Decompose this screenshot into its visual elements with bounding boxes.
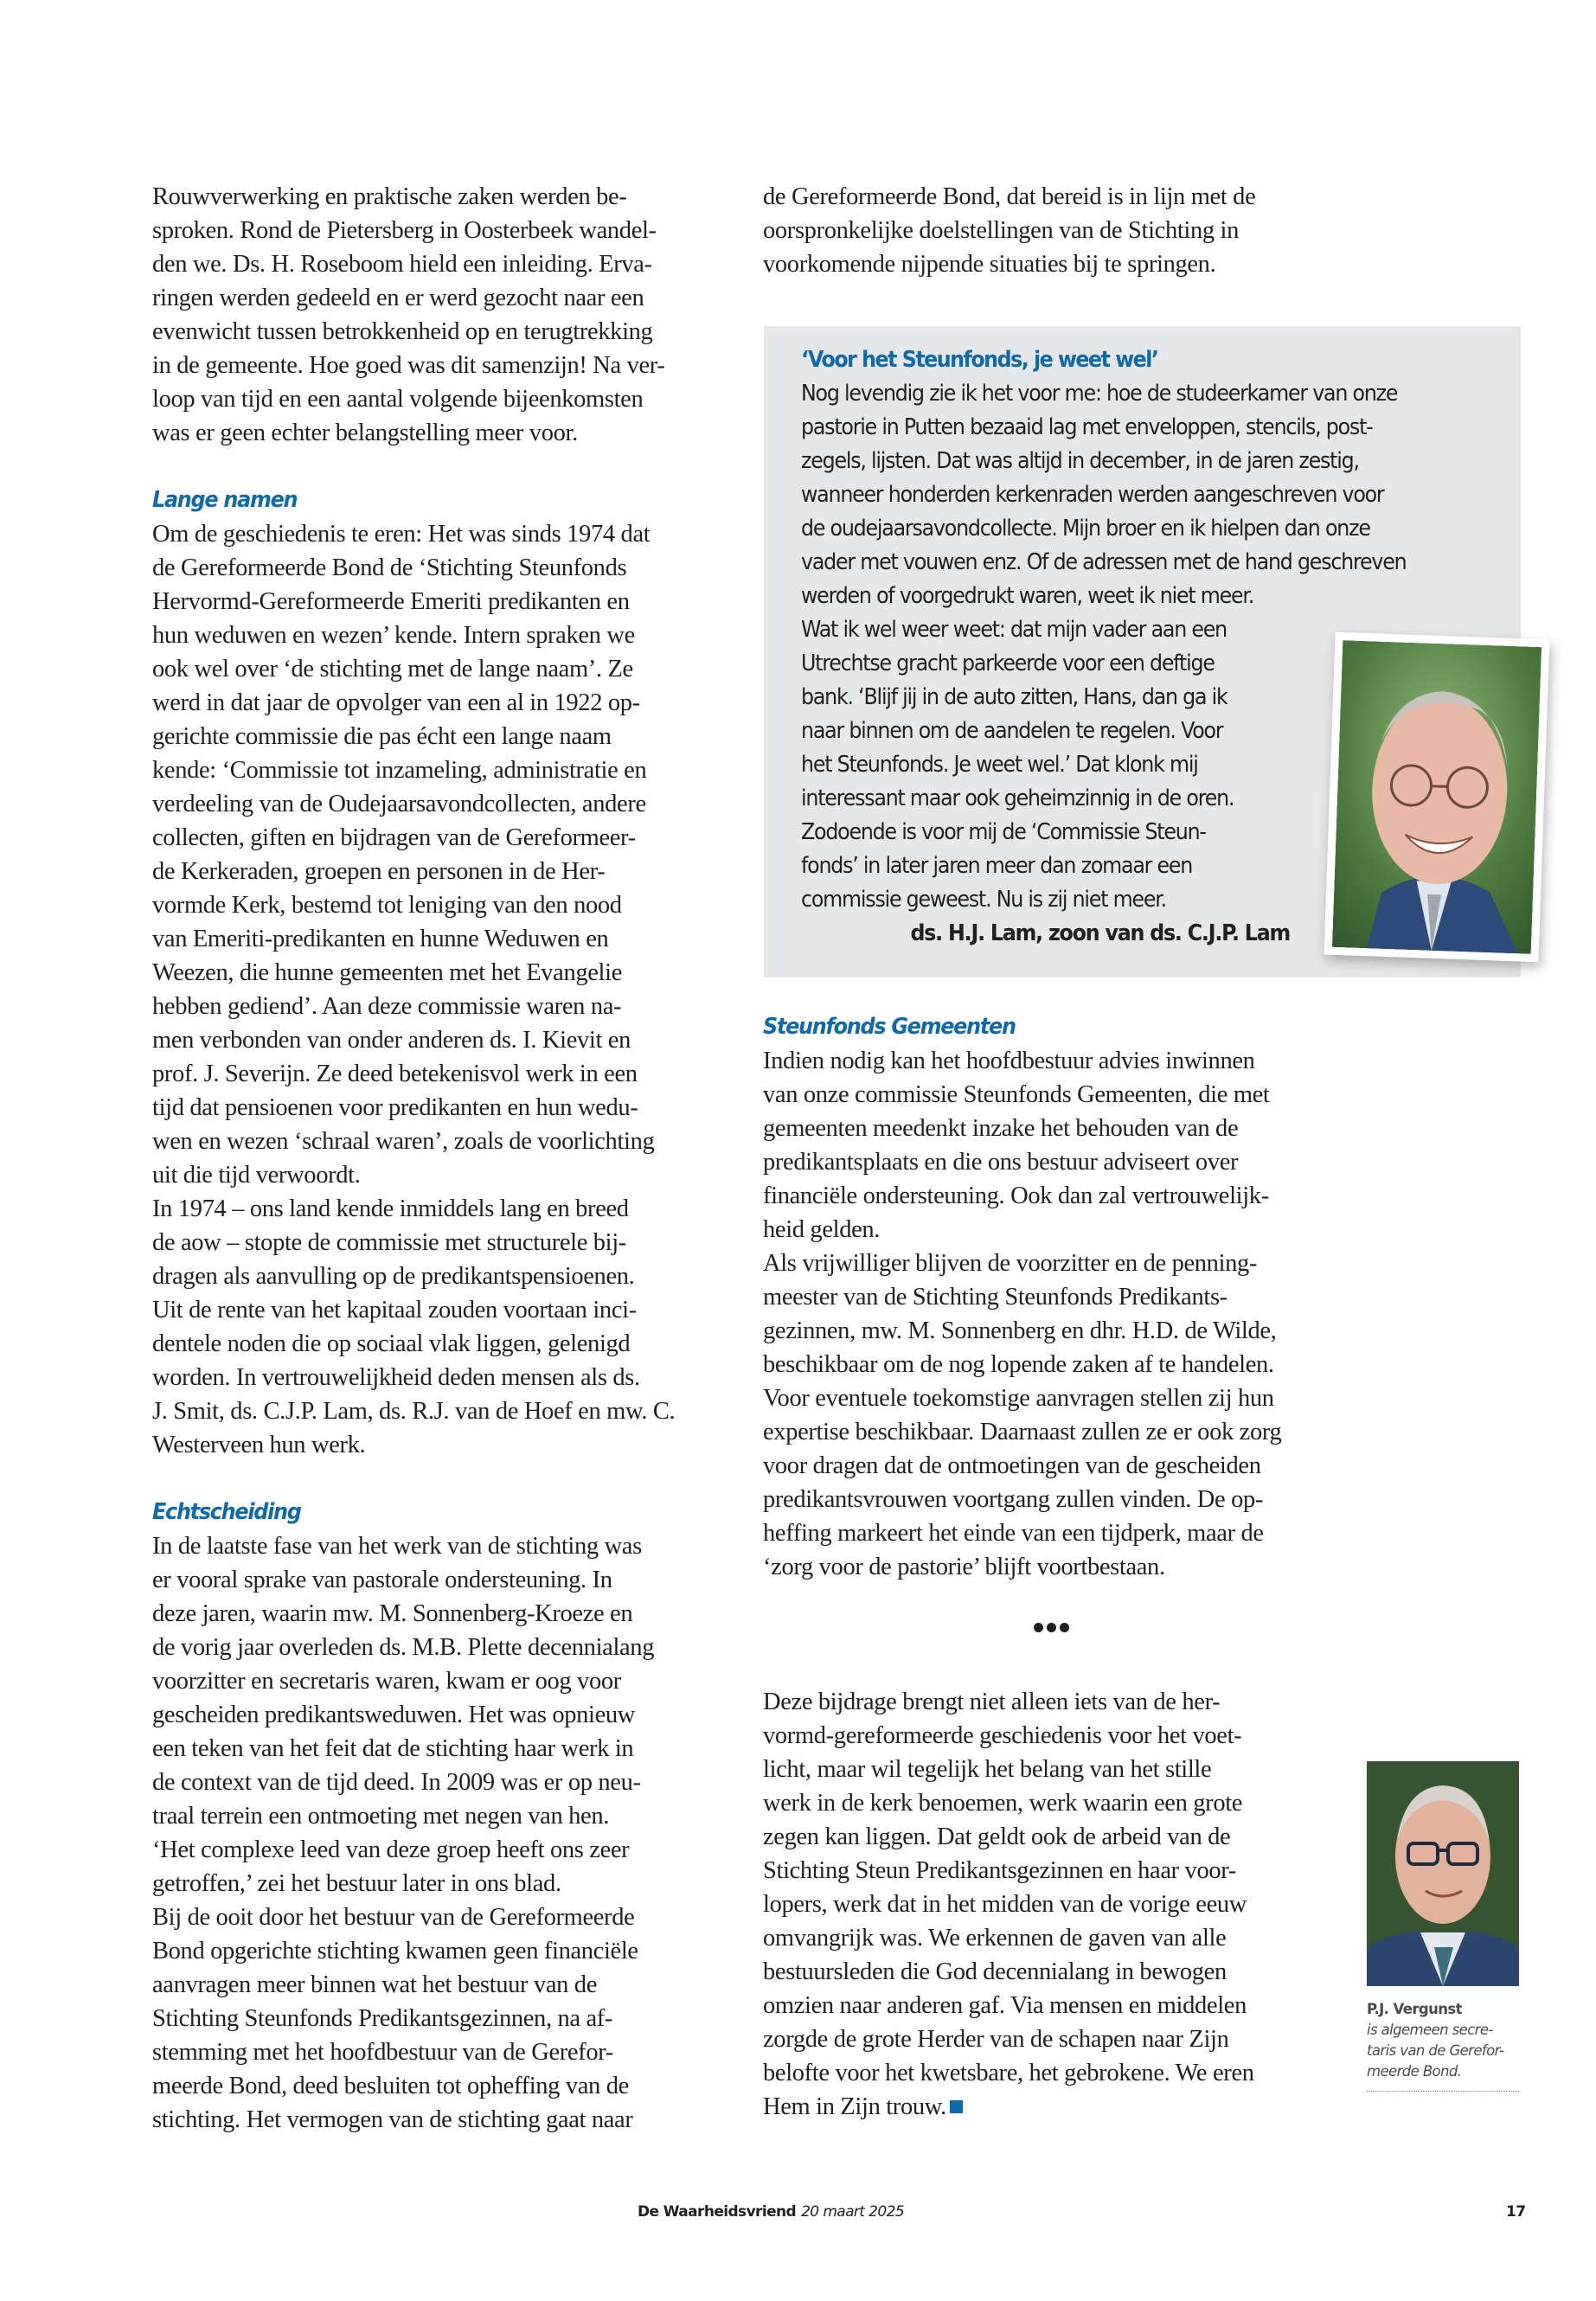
text-line: van onze commissie Steunfonds Gemeenten, die met: [763, 1081, 1270, 1108]
section-heading-lange-namen: Lange namen: [152, 487, 298, 513]
text-line: Bond opgerichte stichting kwamen geen financiële: [152, 1938, 638, 1965]
text-line: Om de geschiedenis te eren: Het was sinds 1974 dat: [152, 521, 651, 548]
section-heading-echtscheiding: Echtscheiding: [152, 1499, 301, 1525]
portrait-image-icon: [1367, 1761, 1519, 1986]
text-line: ‘Het complexe leed van deze groep heeft ons zeer: [152, 1836, 630, 1863]
text-line: voorkomende nijpende situaties bij te springen.: [763, 251, 1216, 278]
dot-icon: [1034, 1623, 1043, 1632]
text-line: werk in de kerk benoemen, werk waarin een grote: [763, 1790, 1243, 1817]
text-line: predikantsvrouwen voortgang zullen vinden. De op-: [763, 1486, 1264, 1513]
text-line: beschikbaar om de nog lopende zaken af te handelen.: [763, 1351, 1274, 1378]
text-line: gezinnen, mw. M. Sonnenberg en dhr. H.D. de Wilde,: [763, 1317, 1277, 1344]
text-line: expertise beschikbaar. Daarnaast zullen ze er ook zorg: [763, 1419, 1282, 1445]
text-line: traal terrein een ontmoeting met negen van hen.: [152, 1803, 610, 1830]
sidebar-line: commissie geweest. Nu is zij niet meer.: [801, 887, 1166, 913]
text-line: den we. Ds. H. Roseboom hield een inleiding. Erva-: [152, 251, 652, 278]
intro-paragraph: [152, 180, 723, 450]
sidebar-line: werden of voorgedrukt waren, weet ik niet meer.: [801, 583, 1254, 609]
portrait-image-icon: [1332, 640, 1542, 954]
text-line: prof. J. Severijn. Ze deed betekenisvol werk in een: [152, 1061, 638, 1087]
text-line: stemming met het hoofdbestuur van de Gerefor-: [152, 2039, 613, 2066]
right-column-closing: [763, 1685, 1334, 2124]
text-line: een teken van het feit dat de stichting haar werk in: [152, 1735, 634, 1762]
text-line: zorgde de grote Herder van de schapen naar Zijn: [763, 2026, 1229, 2053]
text-line: getroffen,’ zei het bestuur later in ons blad.: [152, 1870, 561, 1897]
text-line: vormde Kerk, bestemd tot leniging van den nood: [152, 892, 622, 919]
text-line: collecten, giften en bijdragen van de Gereformeer-: [152, 824, 636, 851]
sidebar-line: vader met vouwen enz. Of de adressen met de hand geschreven: [801, 549, 1407, 575]
text-line: Indien nodig kan het hoofdbestuur advies inwinnen: [763, 1048, 1255, 1074]
sidebar-line: bank. ‘Blijf jij in de auto zitten, Hans, dan ga ik: [801, 684, 1227, 710]
text-line: was er geen echter belangstelling meer voor.: [152, 420, 578, 446]
text-line: Stichting Steun Predikantsgezinnen en haar voor-: [763, 1857, 1236, 1884]
text-line: Deze bijdrage brengt niet alleen iets van de her-: [763, 1689, 1221, 1715]
sidebar-line: het Steunfonds. Je weet wel.’ Dat klonk mij: [801, 752, 1198, 778]
text-line: ook wel over ‘de stichting met de lange naam’. Ze: [152, 656, 633, 683]
text-line: hebben gediend’. Aan deze commissie waren na-: [152, 993, 622, 1020]
author-role-line: taris van de Gerefor-: [1367, 2042, 1504, 2059]
text-line: In 1974 – ons land kende inmiddels lang en breed: [152, 1195, 629, 1222]
sidebar-line: Nog levendig zie ik het voor me: hoe de studeerkamer van onze: [801, 381, 1398, 407]
sidebar-line: de oudejaarsavondcollecte. Mijn broer en ik hielpen dan onze: [801, 516, 1370, 542]
text-line: in de gemeente. Hoe goed was dit samenzijn! Na ver-: [152, 352, 665, 379]
section-echtscheiding-body: [152, 1529, 723, 2137]
text-line: stichting. Het vermogen van de stichting gaat naar: [152, 2106, 633, 2133]
text-line: zegen kan liggen. Dat geldt ook de arbeid van de: [763, 1823, 1231, 1850]
text-line: financiële ondersteuning. Ook dan zal vertrouwelijk-: [763, 1183, 1269, 1209]
text-line: gemeenten meedenkt inzake het behouden van de: [763, 1115, 1239, 1142]
text-line: ‘zorg voor de pastorie’ blijft voortbestaan.: [763, 1554, 1165, 1580]
dot-icon: [1060, 1623, 1069, 1632]
text-line: vormd-gereformeerde geschiedenis voor het voet-: [763, 1722, 1242, 1749]
section-separator-dots: [1034, 1623, 1069, 1632]
dot-icon: [1047, 1623, 1056, 1632]
text-line: Hem in Zijn trouw.: [763, 2093, 946, 2120]
text-line: predikantsplaats en die ons bestuur adviseert over: [763, 1149, 1239, 1176]
text-line: Hervormd-Gereformeerde Emeriti predikanten en: [152, 588, 630, 615]
sidebar-line: Wat ik wel weer weet: dat mijn vader aan een: [801, 617, 1227, 643]
right-column-intro: [763, 180, 1334, 281]
text-line: wen en wezen ‘schraal waren’, zoals de voorlichting: [152, 1128, 655, 1155]
text-line: gescheiden predikantsweduwen. Het was opnieuw: [152, 1702, 636, 1728]
text-line: de vorig jaar overleden ds. M.B. Plette decennialang: [152, 1634, 655, 1661]
author-role-line: meerde Bond.: [1367, 2063, 1462, 2080]
text-line: voor dragen dat de ontmoetingen van de gescheiden: [763, 1452, 1261, 1479]
text-line: dragen als aanvulling op de predikantspensioenen.: [152, 1263, 635, 1290]
text-line: aanvragen meer binnen wat het bestuur van de: [152, 1971, 598, 1998]
text-line: de aow – stopte de commissie met structurele bij-: [152, 1229, 626, 1256]
text-line: meerde Bond, deed besluiten tot opheffing van de: [152, 2073, 629, 2099]
sidebar-line: Utrechtse gracht parkeerde voor een deftige: [801, 651, 1215, 676]
section-lange-namen-body: [152, 517, 723, 1462]
text-line: belofte voor het kwetsbare, het gebrokene. We eren: [763, 2060, 1254, 2086]
text-line: dentele noden die op sociaal vlak liggen, gelenigd: [152, 1330, 631, 1357]
text-line: ringen werden gedeeld en er werd gezocht naar een: [152, 285, 644, 311]
text-line: J. Smit, ds. C.J.P. Lam, ds. R.J. van de Hoef en mw. C.: [152, 1398, 676, 1425]
sidebar-line: interessant maar ook geheimzinnig in de oren.: [801, 785, 1234, 811]
publication-name: [638, 2203, 904, 2221]
text-line: In de laatste fase van het werk van de stichting was: [152, 1533, 642, 1560]
text-line: lopers, werk dat in het midden van de vorige eeuw: [763, 1891, 1247, 1918]
sidebar-line: naar binnen om de aandelen te regelen. Voor: [801, 718, 1223, 744]
sidebar-line: wanneer honderden kerkenraden werden aangeschreven voor: [801, 482, 1384, 508]
text-line: er vooral sprake van pastorale ondersteuning. In: [152, 1567, 612, 1593]
author-box: [1367, 1761, 1519, 2092]
text-line: hun weduwen en wezen’ kende. Intern spraken we: [152, 622, 635, 649]
lam-portrait-photo: [1332, 640, 1542, 954]
text-line-last: [763, 2090, 1334, 2124]
text-line: men verbonden van onder anderen ds. I. Kievit en: [152, 1027, 631, 1054]
sidebar-line: Zodoende is voor mij de ‘Commissie Steun-: [801, 819, 1206, 845]
text-line: sproken. Rond de Pietersberg in Oosterbeek wandel-: [152, 217, 657, 244]
text-line: licht, maar wil tegelijk het belang van het stille: [763, 1756, 1212, 1783]
left-column: [152, 180, 723, 2137]
text-line: omzien naar anderen gaf. Via mensen en middelen: [763, 1992, 1247, 2019]
text-line: bestuursleden die God decennialang in bewogen: [763, 1958, 1227, 1985]
text-line: van Emeriti-predikanten en hunne Weduwen en: [152, 926, 609, 952]
text-line: loop van tijd en een aantal volgende bijeenkomsten: [152, 386, 644, 413]
text-line: oorspronkelijke doelstellingen van de Stichting in: [763, 217, 1240, 244]
text-line: voorzitter en secretaris waren, kwam er oog voor: [152, 1668, 621, 1695]
author-role-line: is algemeen secre-: [1367, 2022, 1493, 2038]
text-line: Bij de ooit door het bestuur van de Gereformeerde: [152, 1904, 635, 1931]
author-portrait-photo: [1367, 1761, 1519, 1986]
text-line: Weezen, die hunne gemeenten met het Evangelie: [152, 959, 622, 986]
text-line: de context van de tijd deed. In 2009 was er op neu-: [152, 1769, 641, 1796]
issue-date: 20 maart 2025: [801, 2203, 905, 2221]
text-line: Westerveen hun werk.: [152, 1432, 366, 1458]
author-name: P.J. Vergunst: [1367, 2001, 1462, 2017]
sidebar-title: ‘Voor het Steunfonds, je weet wel’: [801, 347, 1158, 373]
text-line: meester van de Stichting Steunfonds Predikants-: [763, 1284, 1227, 1311]
text-line: de Gereformeerde Bond, dat bereid is in lijn met de: [763, 183, 1256, 210]
text-line: evenwicht tussen betrokkenheid op en terugtrekking: [152, 318, 653, 345]
text-line: deze jaren, waarin mw. M. Sonnenberg-Kroeze en: [152, 1600, 633, 1627]
text-line: omvangrijk was. We erkennen de gaven van alle: [763, 1925, 1227, 1952]
right-column-section: [763, 1010, 1334, 1584]
text-line: heffing markeert het einde van een tijdperk, maar de: [763, 1520, 1264, 1547]
sidebar-signature: ds. H.J. Lam, zoon van ds. C.J.P. Lam: [910, 920, 1290, 946]
author-divider: [1367, 2091, 1519, 2092]
text-line: Als vrijwilliger blijven de voorzitter en de penning-: [763, 1250, 1258, 1277]
text-line: gerichte commissie die pas écht een lange naam: [152, 723, 612, 750]
text-line: tijd dat pensioenen voor predikanten en hun wedu-: [152, 1094, 638, 1121]
text-line: uit die tijd verwoordt.: [152, 1162, 361, 1189]
sidebar-line: fonds’ in later jaren meer dan zomaar een: [801, 853, 1193, 879]
text-line: kende: ‘Commissie tot inzameling, administratie en: [152, 757, 647, 784]
end-of-article-square-icon: [950, 2100, 963, 2113]
publication-title: De Waarheidsvriend: [638, 2203, 797, 2221]
page-number: 17: [1506, 2203, 1526, 2221]
text-line: Stichting Steunfonds Predikantsgezinnen, na af-: [152, 2005, 613, 2032]
text-line: de Gereformeerde Bond de ‘Stichting Steunfonds: [152, 554, 627, 581]
section-heading-steunfonds-gemeenten: Steunfonds Gemeenten: [763, 1014, 1016, 1040]
text-line: heid gelden.: [763, 1216, 881, 1243]
text-line: de Kerkeraden, groepen en personen in de Her-: [152, 858, 606, 885]
text-line: werd in dat jaar de opvolger van een al in 1922 op-: [152, 689, 640, 716]
sidebar-line: zegels, lijsten. Dat was altijd in december, in de jaren zestig,: [801, 448, 1359, 474]
text-line: Rouwverwerking en praktische zaken werden be-: [152, 183, 627, 210]
sidebar-line: pastorie in Putten bezaaid lag met enveloppen, stencils, post-: [801, 414, 1373, 440]
text-line: Uit de rente van het kapitaal zouden voortaan inci-: [152, 1297, 637, 1324]
lam-photo-frame: [1324, 632, 1550, 962]
text-line: worden. In vertrouwelijkheid deden mensen als ds.: [152, 1364, 640, 1391]
text-line: Voor eventuele toekomstige aanvragen stellen zij hun: [763, 1385, 1274, 1412]
text-line: verdeeling van de Oudejaarsavondcollecten, andere: [152, 791, 646, 817]
